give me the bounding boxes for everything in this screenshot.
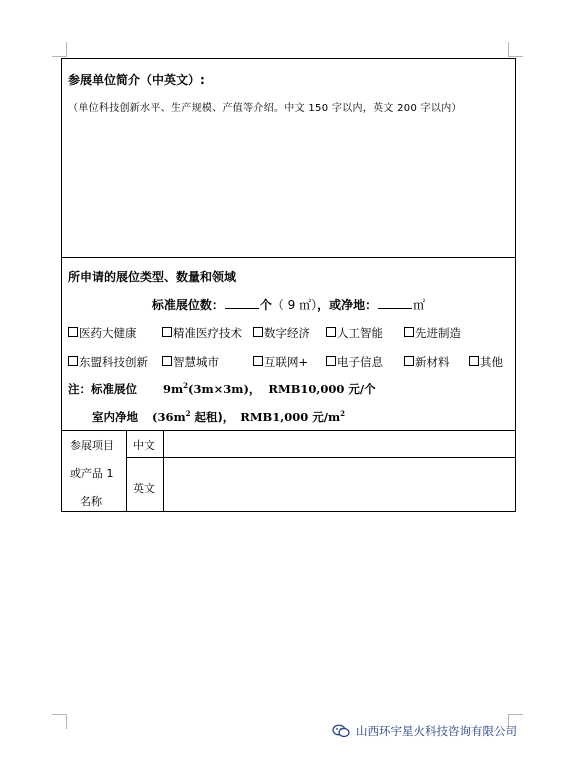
booth-unit-detail: （ 9 ㎡） [271, 298, 318, 312]
note-indoor-size: (36m [152, 410, 186, 424]
exhibitor-intro-section [62, 59, 515, 258]
wechat-icon [332, 724, 350, 738]
booth-quantity-line [62, 296, 515, 313]
application-form [61, 58, 516, 512]
booth-request-title: 所申请的展位类型、数量和领域 [68, 270, 237, 284]
exhibitor-intro-title: 参展单位简介（中英文）: [68, 73, 205, 87]
option-digital-economy[interactable]: 数字经济 [253, 325, 310, 341]
checkbox[interactable] [162, 327, 172, 337]
note-indoor-label: 室内净地 [92, 410, 138, 424]
option-ai[interactable]: 人工智能 [326, 325, 383, 341]
note-standard-size-detail: (3m×3m)， [188, 382, 261, 396]
option-new-materials[interactable]: 新材料 [404, 354, 450, 370]
project-name-section [62, 431, 515, 511]
option-smart-city[interactable]: 智慧城市 [162, 354, 219, 370]
checkbox[interactable] [326, 356, 336, 366]
note-indoor-price: RMB1,000 元/m [240, 410, 341, 424]
project-label-line3: 名称 [80, 495, 102, 508]
crop-mark-top-left [52, 42, 67, 57]
option-other[interactable]: 其他 [469, 354, 503, 370]
option-advanced-manufacturing[interactable]: 先进制造 [404, 325, 461, 341]
net-area-label: ，或净地： [317, 298, 378, 312]
checkbox[interactable] [404, 327, 414, 337]
net-area-unit: ㎡ [413, 298, 426, 312]
checkbox[interactable] [253, 327, 263, 337]
option-asean-innovation[interactable]: 东盟科技创新 [68, 354, 148, 370]
checkbox[interactable] [326, 327, 336, 337]
standard-booth-label: 标准展位数： [151, 298, 224, 312]
booth-request-section [62, 258, 515, 431]
company-name: 山西环宇星火科技咨询有限公司 [356, 724, 517, 738]
project-label-line1: 参展项目 [70, 439, 114, 452]
note-indoor-size-detail: 起租)， [190, 410, 235, 424]
crop-mark-top-right [508, 42, 523, 57]
standard-booth-count-field[interactable] [225, 297, 259, 309]
option-precision-medicine[interactable]: 精准医疗技术 [162, 325, 242, 341]
note-indoor-space: 室内净地 ($36m^2$ 起租)， RMB1,000 元$/m^2$ [92, 409, 346, 424]
booth-unit: 个 [259, 298, 272, 312]
exhibitor-intro-hint: （单位科技创新水平、生产规模、产值等介绍。中文 150 字以内，英文 200 字以内） [68, 103, 462, 114]
checkbox[interactable] [162, 356, 172, 366]
note-standard-price: RMB10,000 元/个 [268, 382, 376, 396]
checkbox[interactable] [68, 327, 78, 337]
project-label-line2: 或产品 1 [70, 467, 114, 480]
english-label: 英文 [133, 482, 155, 495]
checkbox[interactable] [469, 356, 479, 366]
option-internet-plus[interactable]: 互联网+ [253, 354, 308, 370]
checkbox[interactable] [404, 356, 414, 366]
crop-mark-bottom-left [52, 714, 67, 729]
english-name-field[interactable] [164, 458, 515, 511]
note-standard-size: 9m [163, 382, 184, 396]
net-area-field[interactable] [378, 297, 412, 309]
note-standard-booth: 注：标准展位 $9m^2(3m\times 3m)$， RMB10,000 元/个 [68, 381, 376, 396]
chinese-label: 中文 [133, 439, 155, 452]
checkbox[interactable] [253, 356, 263, 366]
chinese-name-field[interactable] [164, 431, 515, 457]
note-standard-label: 标准展位 [91, 382, 137, 396]
divider [126, 431, 127, 511]
checkbox[interactable] [68, 356, 78, 366]
option-electronic-info[interactable]: 电子信息 [326, 354, 383, 370]
company-watermark [332, 723, 517, 739]
option-medicine-health[interactable]: 医药大健康 [68, 325, 137, 341]
note-label: 注： [68, 382, 91, 396]
